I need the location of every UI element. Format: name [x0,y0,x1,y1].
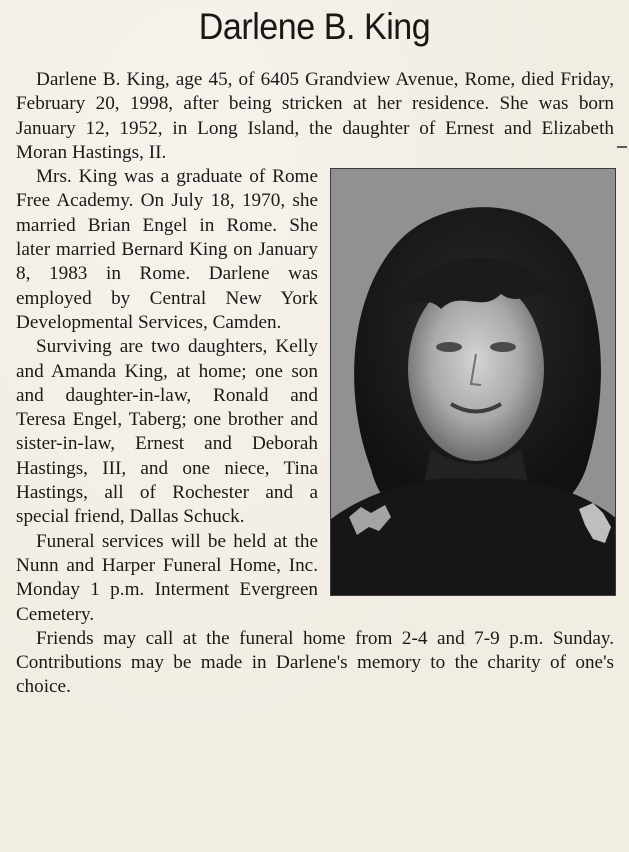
paragraph-survivors: Surviving are two daughters, Kelly and Amanda King, at home; one son and daughter-in-law, Ronald and Teresa Engel, Taberg; one brother and sister-in-law, Ernest and Deborah Hastings, III, and one niece, Tina Hastings, all of Rochester and a special friend, Dallas Schuck. [16,336,318,528]
paragraph-biography: Mrs. King was a graduate of Rome Free Academy. On July 18, 1970, she married Brian Engel in Rome. She later married Bernard King on January 8, 1983 in Rome. Darlene was employed by Central New York Developmental Services, Camden. [16,166,318,333]
portrait-illustration [331,169,616,596]
paragraph-funeral-services: Funeral services will be held at the Nunn and Harper Funeral Home, Inc. Monday 1 p.m. Interment Evergreen Cemetery. [16,530,318,625]
portrait-photo [330,168,616,596]
paragraph-calling-hours: Friends may call at the funeral home from 2-4 and 7-9 p.m. Sunday. Contributions may be made in Darlene's memory to the charity of one's choice. [16,627,614,698]
obituary-body [16,68,614,700]
pen-mark [617,146,627,148]
obituary-headline: Darlene B. King [198,6,431,47]
paragraph-death-notice: Darlene B. King, age 45, of 6405 Grandview Avenue, Rome, died Friday, February 20, 1998, after being stricken at her residence. She was born January 12, 1952, in Long Island, the daughter of Ernest and Elizabeth Moran Hastings, II. [16,69,614,163]
